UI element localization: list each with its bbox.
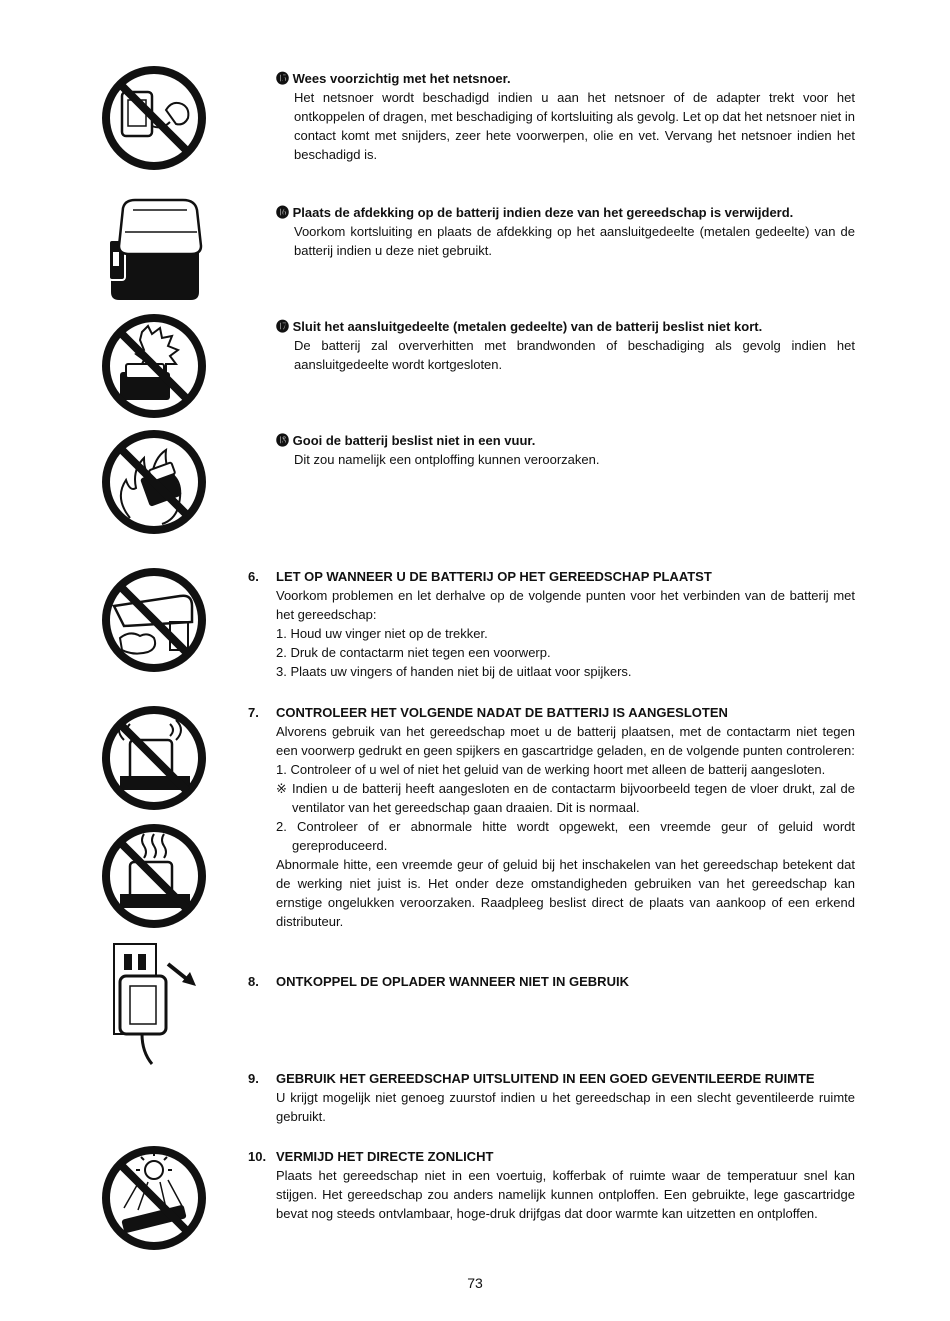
warning-title: Gooi de batterij beslist niet in een vuur. [292, 433, 536, 448]
section-title: GEBRUIK HET GEREEDSCHAP UITSLUITEND IN EEN GOED GEVENTILEERDE RUIMTE [276, 1071, 815, 1086]
section-number: 9. [248, 1071, 259, 1086]
section-body: Voorkom problemen en let derhalve op de volgende punten voor het verbinden van de batterij met het gereedschap: [276, 588, 855, 622]
warning-18 [276, 431, 855, 469]
list-item: 1. Controleer of u wel of niet het geluid van de werking hoort met alleen de batterij aangesloten. [276, 762, 826, 777]
heat-tool-prohibited-icon [100, 822, 208, 930]
section-body: U krijgt mogelijk niet genoeg zuurstof indien u het gereedschap in een slecht geventileerde ruimte gebruikt. [276, 1090, 855, 1124]
section-number: 8. [248, 974, 259, 989]
list-item: 1. Houd uw vinger niet op de trekker. [276, 626, 488, 641]
section-body: Alvorens gebruik van het gereedschap moet u de batterij plaatsen, met de contactarm niet tegen een voorwerp gedrukt en geen spijkers en gascartridge geladen, en de volgende punten controleren: [276, 724, 855, 758]
note: ※ Indien u de batterij heeft aangesloten en de contactarm bijvoorbeeld tegen de vloer drukt, zal de ventilator van het gereedschap gaan draaien. Dit is normaal. [276, 781, 855, 815]
warning-title: Plaats de afdekking op de batterij indien deze van het gereedschap is verwijderd. [292, 205, 794, 220]
section-title: ONTKOPPEL DE OPLADER WANNEER NIET IN GEBRUIK [276, 974, 629, 989]
warning-17 [276, 317, 855, 374]
cord-prohibited-icon [100, 64, 208, 172]
list-item: 2. Druk de contactarm niet tegen een voorwerp. [276, 645, 551, 660]
warning-body: Dit zou namelijk een ontploffing kunnen veroorzaken. [294, 452, 600, 467]
warning-number: ⓯ [276, 71, 290, 86]
warning-number: ⓲ [276, 433, 290, 448]
warning-16 [276, 203, 855, 260]
warning-15 [276, 69, 855, 164]
section-10 [276, 1147, 855, 1223]
page-number: 73 [467, 1275, 483, 1291]
section-number: 10. [248, 1149, 267, 1164]
warning-title: Wees voorzichtig met het netsnoer. [292, 71, 511, 86]
section-title: LET OP WANNEER U DE BATTERIJ OP HET GEREEDSCHAP PLAATST [276, 569, 712, 584]
sun-prohibited-icon [100, 1144, 208, 1252]
hand-on-tool-prohibited-icon [100, 566, 208, 674]
section-closing: Abnormale hitte, een vreemde geur of geluid bij het inschakelen van het gereedschap betekent dat de werking niet juist is. Het onder deze omstandigheden gebruiken van het gereedschap kan ernstige ongelukken veroorzaken. Raadpleeg beslist direct de plaats van aankoop of een erkend distributeur. [276, 857, 855, 929]
warning-body: Voorkom kortsluiting en plaats de afdekking op het aansluitgedeelte (metalen gedeelte) van de batterij indien u deze niet gebruikt. [294, 224, 855, 258]
section-title: VERMIJD HET DIRECTE ZONLICHT [276, 1149, 494, 1164]
warning-body: Het netsnoer wordt beschadigd indien u aan het netsnoer of de adapter trekt voor het ontkoppelen of dragen, met beschadiging of kortsluiting als gevolg. Let op dat het netsnoer niet in contact komt met snijders, zeer hete voorwerpen, olie en vet. Vervang het netsnoer indien het beschadigd is. [294, 90, 855, 162]
battery-cover-icon [103, 196, 207, 304]
warning-number: ⓰ [276, 205, 290, 220]
sound-tool-prohibited-icon [100, 704, 208, 812]
section-number: 6. [248, 569, 259, 584]
section-6 [276, 567, 855, 681]
section-number: 7. [248, 705, 259, 720]
section-7 [276, 703, 855, 931]
short-circuit-prohibited-icon [100, 312, 208, 420]
battery-fire-prohibited-icon [100, 428, 208, 536]
list-item: 2. Controleer of er abnormale hitte wordt opgewekt, een vreemde geur of geluid wordt gereproduceerd. [276, 819, 855, 853]
warning-body: De batterij zal oververhitten met brandwonden of beschadiging als gevolg indien het aansluitgedeelte wordt kortgesloten. [294, 338, 855, 372]
section-body: Plaats het gereedschap niet in een voertuig, kofferbak of ruimte waar de temperatuur snel kan stijgen. Het gereedschap zou anders namelijk kunnen ontploffen. Een gebruikte, lege gascartridge bevat nog steeds ontvlambaar, hoge-druk drijfgas dat door warmte kan uitzetten en ontploffen. [276, 1168, 855, 1221]
section-9 [276, 1069, 855, 1126]
section-8 [276, 972, 855, 991]
section-title: CONTROLEER HET VOLGENDE NADAT DE BATTERIJ IS AANGESLOTEN [276, 705, 728, 720]
warning-number: ⓱ [276, 319, 290, 334]
list-item: 3. Plaats uw vingers of handen niet bij de uitlaat voor spijkers. [276, 664, 632, 679]
unplug-charger-icon [108, 940, 204, 1068]
warning-title: Sluit het aansluitgedeelte (metalen gedeelte) van de batterij beslist niet kort. [292, 319, 763, 334]
